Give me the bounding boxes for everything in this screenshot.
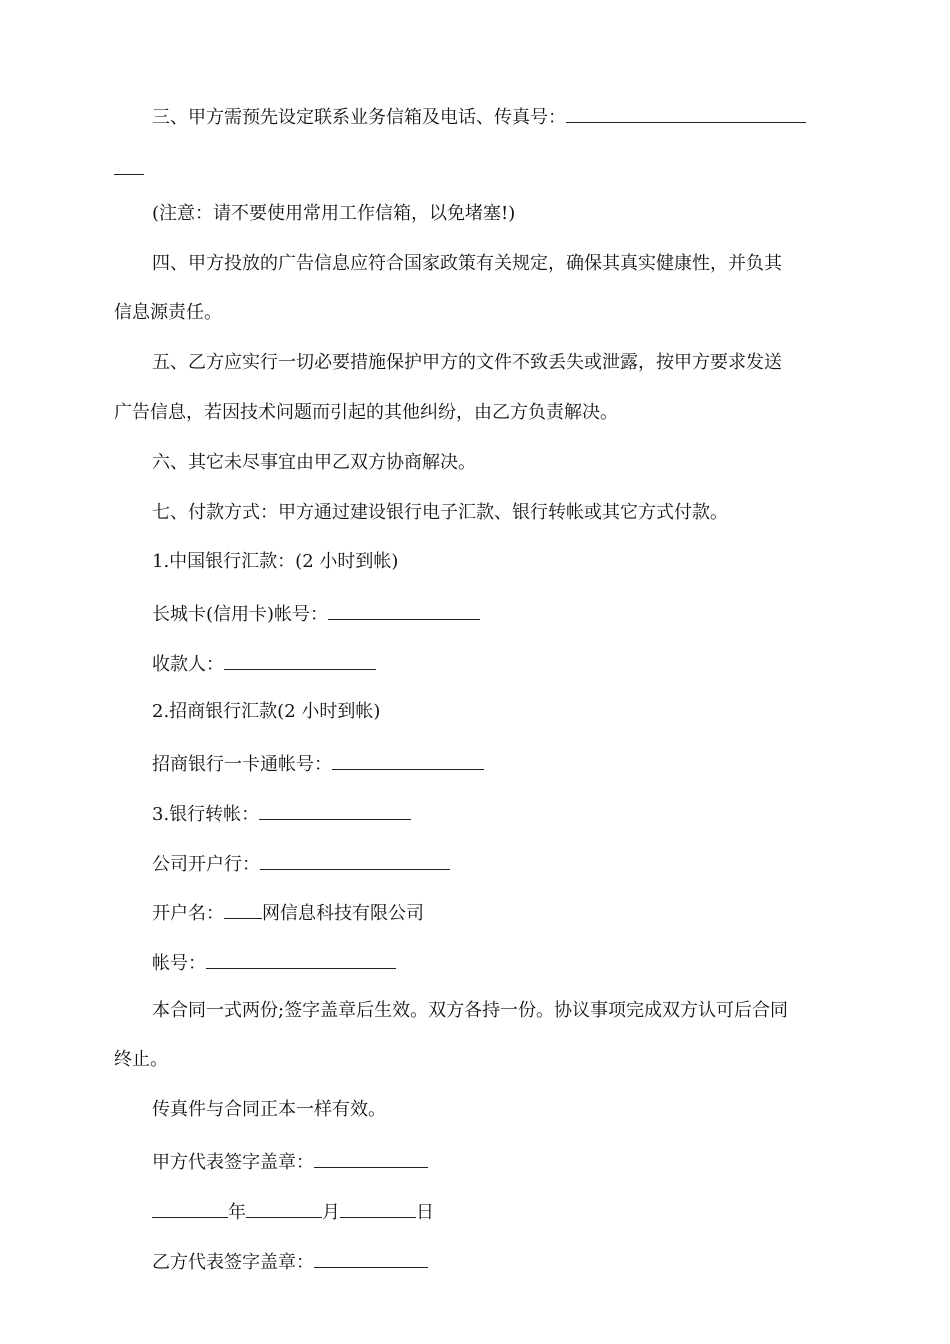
contact-blank-continuation [114,174,144,175]
party-a-signature-blank [314,1148,428,1168]
cmb-card-label: 招商银行一卡通帐号： [152,754,332,775]
account-number-blank [206,949,396,969]
boc-heading: 1.中国银行汇款：(2 小时到帐) [152,551,399,572]
fax-validity: 传真件与合同正本一样有效。 [152,1099,386,1120]
month-blank [246,1198,322,1218]
bank-line [152,850,450,874]
account-name-blank [224,899,262,919]
day-label: 日 [416,1202,434,1223]
transfer-label: 3.银行转帐： [152,804,260,825]
year-blank [152,1198,228,1218]
date-line [152,1198,434,1222]
account-name-line [152,899,424,923]
account-name-label: 开户名： [152,903,224,924]
transfer-blank [259,800,411,820]
card-number-label: 长城卡(信用卡)帐号： [152,604,329,625]
party-b-signature-line [152,1248,428,1272]
cmb-card-line [152,750,484,774]
clause-6: 六、其它未尽事宜由甲乙双方协商解决。 [152,452,476,473]
copies-line-2: 终止。 [114,1049,168,1070]
contact-blank [566,103,806,123]
bank-label: 公司开户行： [152,854,260,875]
party-a-signature-label: 甲方代表签字盖章： [152,1152,314,1173]
account-number-label: 帐号： [152,953,206,974]
cmb-heading: 2.招商银行汇款(2 小时到帐) [152,701,381,722]
payee-label: 收款人： [152,654,224,675]
clause-3 [152,103,806,127]
year-label: 年 [228,1202,246,1223]
day-blank [340,1198,416,1218]
transfer-line [152,800,411,824]
party-b-signature-blank [314,1248,428,1268]
card-number-line [152,600,480,624]
clause-4-line-1: 四、甲方投放的广告信息应符合国家政策有关规定，确保其真实健康性，并负其 [152,253,782,274]
party-a-signature-line [152,1148,428,1172]
clause-5-line-2: 广告信息，若因技术问题而引起的其他纠纷，由乙方负责解决。 [114,402,618,423]
month-label: 月 [322,1202,340,1223]
clause-4-line-2: 信息源责任。 [114,302,222,323]
account-name-value: 网信息科技有限公司 [262,903,424,924]
note-line: (注意：请不要使用常用工作信箱，以免堵塞!) [152,203,516,224]
clause-5-line-1: 五、乙方应实行一切必要措施保护甲方的文件不致丢失或泄露，按甲方要求发送 [152,352,782,373]
party-b-signature-label: 乙方代表签字盖章： [152,1252,314,1273]
clause-7: 七、付款方式：甲方通过建设银行电子汇款、银行转帐或其它方式付款。 [152,502,728,523]
payee-blank [224,650,376,670]
card-number-blank [328,600,480,620]
cmb-card-blank [332,750,484,770]
copies-line-1: 本合同一式两份;签字盖章后生效。双方各持一份。协议事项完成双方认可后合同 [152,1000,789,1021]
clause-3-text: 三、甲方需预先设定联系业务信箱及电话、传真号： [152,107,566,128]
payee-line [152,650,376,674]
bank-blank [260,850,450,870]
account-number-line [152,949,396,973]
